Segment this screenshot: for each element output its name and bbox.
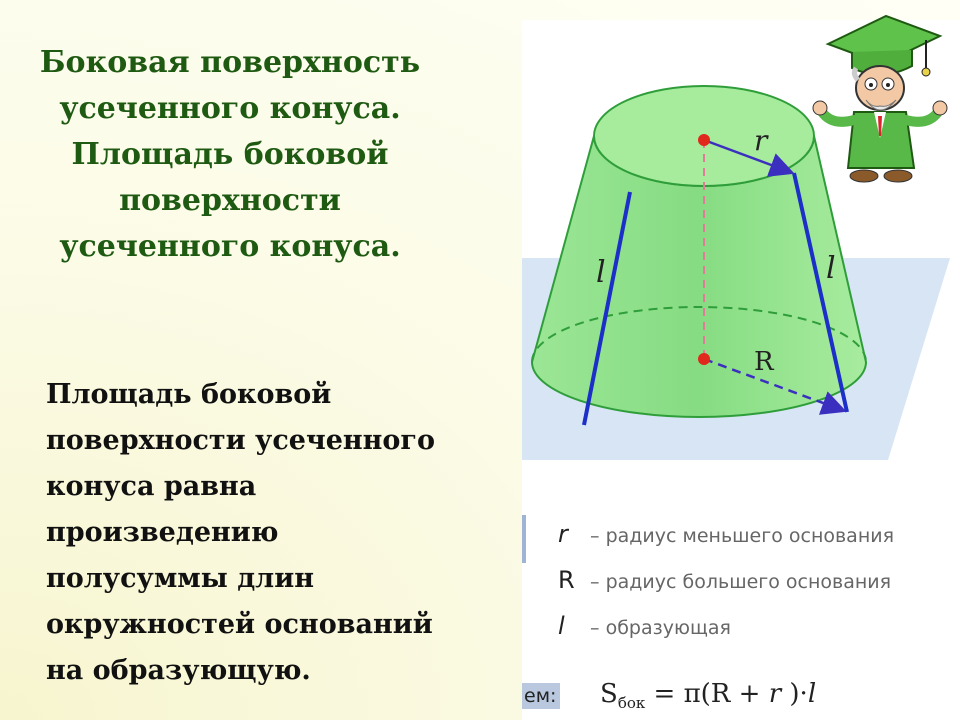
formula-tag: ем: [522,683,560,709]
formula-l: l [807,679,817,709]
legend-text: – радиус меньшего основания [590,525,895,547]
right-generatrix-label: l [826,251,836,286]
formula-subscript: бок [617,694,646,713]
definition-line: произведению [46,517,279,548]
lateral-area-formula [600,679,816,712]
professor-graduation-cap-icon [808,8,952,188]
legend-item [558,520,894,548]
definition-line: Площадь боковой [46,379,332,410]
left-generatrix-label: l [596,255,606,290]
legend-text: – образующая [590,617,731,639]
title-line: Боковая поверхность [39,45,421,80]
legend-symbol: r [558,520,568,548]
definition-line: конуса равна [46,471,257,502]
title-line: усеченного конуса. [59,91,401,126]
formula-r: r [768,679,782,709]
definition-line: на образующую. [46,655,311,686]
legend-item [558,566,891,594]
definition-line: поверхности усеченного [46,425,435,456]
definition-line: окружностей оснований [46,609,433,640]
formula-eq: = π(R + [645,679,769,709]
title-line: усеченного конуса. [59,229,401,264]
big-radius-label: R [754,347,774,377]
definition-text [46,372,466,694]
formula-mid: )· [781,679,808,709]
slide-title [0,40,460,270]
definition-line: полусуммы длин [46,563,315,594]
panel-edge-marker [522,515,526,563]
title-line: Площадь боковой [71,137,389,172]
legend-symbol: R [558,566,575,594]
top-center-dot [698,134,710,146]
title-line: поверхности [119,183,341,218]
small-radius-label: r [754,124,768,157]
legend-symbol: l [558,612,565,640]
legend-item [558,612,731,640]
formula-row [522,675,960,720]
legend-text: – радиус большего основания [590,571,892,593]
bottom-center-dot [698,353,710,365]
formula-lhs: S [600,679,618,709]
